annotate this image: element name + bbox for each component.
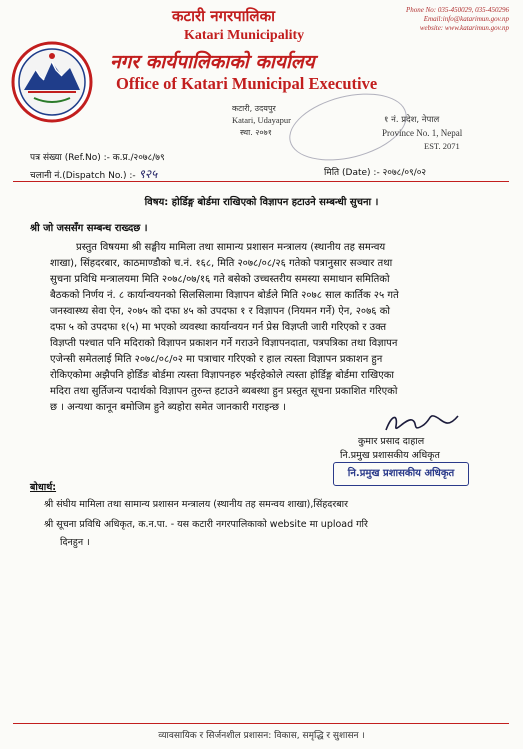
municipality-name-english: Katari Municipality <box>184 28 305 43</box>
cc-item: श्री संघीय मामिला तथा सामान्य प्रशासन मन्त्रालय (स्थानीय तह समन्वय शाखा),सिंहदरबार <box>44 499 348 510</box>
designation-stamp: नि.प्रमुख प्रशासकीय अधिकृत <box>333 462 469 486</box>
cc-item: श्री सूचना प्रविधि अधिकृत, क.न.पा. - यस कटारी नगरपालिकाको website मा upload गरि <box>44 519 368 530</box>
signatory-name: कुमार प्रसाद दाहाल <box>358 436 425 447</box>
established-english: EST. 2071 <box>424 141 460 151</box>
subject-line: विषय: होर्डिङ्ग बोर्डमा राखिएको विज्ञापन हटाउने सम्बन्धी सुचना । <box>144 197 379 208</box>
body-line: रोकिएकोमा अझैपनि होर्डिङ बोर्डमा त्यस्ता विज्ञापनहरु भईरहेकोले त्यस्ता होर्डिङ्ग बोर्डमा राखिएका <box>50 370 395 381</box>
signatory-title: नि.प्रमुख प्रशासकीय अधिकृत <box>340 450 440 461</box>
address-english: Katari, Udayapur <box>232 115 292 125</box>
dispatch-no-value: ९२५ <box>138 167 158 181</box>
municipality-emblem-icon <box>10 40 94 124</box>
province-english: Province No. 1, Nepal <box>382 128 463 138</box>
body-line: मदिरा तथा सुर्तिजन्य पदार्थको विज्ञापन तुरुन्त हटाउने ब्यबस्था हुन प्रस्तुत सूचना प्रकाशित गरिएको <box>50 386 398 397</box>
office-seal-stamp <box>282 82 413 171</box>
cc-label: बोधार्थ: <box>30 482 57 493</box>
website-text: website: www.katarimun.gov.np <box>419 24 509 32</box>
established-nepali: स्था. २०७१ <box>240 128 272 137</box>
footer-rule <box>13 723 509 724</box>
body-line: दफा ५ को उपदफा १(५) मा भएको व्यवस्था कार्यान्वयन गर्न प्रेस विज्ञप्ती जारी गरिएको र उक्त <box>50 322 387 333</box>
footer-slogan: व्यावसायिक र सिर्जनशील प्रशासन: विकास, समृद्धि र सुशासन । <box>158 731 365 741</box>
body-paragraph <box>50 240 482 416</box>
phone-text: Phone No: 035-450029, 035-450296 <box>405 6 509 14</box>
office-name-nepali: नगर कार्यपालिकाको कार्यालय <box>110 51 315 73</box>
body-line: एजेन्सी समेतलाई मिति २०७८/०८/०२ मा पत्राचार गरिएको र हाल त्यस्ता विज्ञापन प्रकाशन हुन <box>50 354 383 365</box>
body-line: छ । अन्यथा कानून बमोजिम हुने ब्यहोरा समेत जानकारी गराइन्छ । <box>50 402 287 413</box>
date-label: मिति (Date) :- <box>324 168 380 178</box>
body-line: जनस्वास्थ्य सेवा ऐन, २०७५ को दफा ४५ को उपदफा १ र विज्ञापन (नियमन गर्ने) ऐन, २०७६ को <box>50 306 390 317</box>
body-line: बैठकको निर्णय नं. ८ कार्यान्वयनको सिलसिलामा विज्ञापन बोर्डले मिति २०७८ साल कार्तिक २५ गते <box>50 290 399 301</box>
office-name-english: Office of Katari Municipal Executive <box>116 74 378 93</box>
date-value: २०७८/०९/०२ <box>382 168 427 178</box>
date-row <box>324 165 426 178</box>
ref-no-value: क.प्र./२०७८/७९ <box>112 153 165 163</box>
body-line: शाखा), सिंहदरबार, काठमाण्डौको च.नं. १६८, मिति २०७८/०८/२६ गतेको पत्रानुसार सञ्चार तथा <box>50 258 393 269</box>
contact-info <box>349 6 509 33</box>
body-line: सुचना प्रविधि मन्त्रालयमा मिति २०७८/०७/१६ गते बसेको उच्चस्तरीय समस्या समाधान समितिको <box>50 274 390 285</box>
dispatch-no-row <box>30 165 157 182</box>
cc-item: दिनहुन । <box>60 537 90 548</box>
email-text: Email:info@katarimun.gov.np <box>423 15 509 23</box>
body-line: विज्ञप्ती पश्चात पनि मदिराको विज्ञापन प्रकाशन गर्ने गराउने विज्ञापनदाता, पत्रपत्रिका तथा विज्ञापन <box>50 338 398 349</box>
province-nepali: १ नं. प्रदेश, नेपाल <box>384 115 440 125</box>
salutation: श्री जो जससँग सम्बन्ध राख्दछ । <box>30 223 148 234</box>
dispatch-no-label: चलानी नं.(Dispatch No.) :- <box>30 171 136 181</box>
ref-no-label: पत्र संख्या (Ref.No) :- <box>30 153 110 163</box>
ref-no-row <box>30 150 165 163</box>
body-line: प्रस्तुत विषयमा श्री सङ्घीय मामिला तथा सामान्य प्रशासन मन्त्रालय (स्थानीय तह समन्वय <box>76 242 386 253</box>
header-rule <box>13 181 509 182</box>
municipality-name-nepali: कटारी नगरपालिका <box>172 7 275 25</box>
address-nepali: कटारी, उदयपुर <box>232 104 276 113</box>
